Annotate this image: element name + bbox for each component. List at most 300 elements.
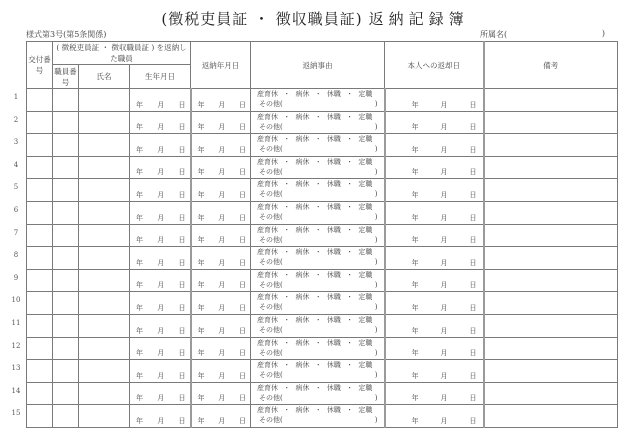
table-row	[27, 337, 618, 360]
reason-cell[interactable]	[251, 156, 385, 179]
table-row	[27, 134, 618, 157]
returned-date-field[interactable]	[386, 372, 483, 382]
affiliation-close: )	[601, 29, 605, 38]
return-date-cell[interactable]	[191, 405, 251, 428]
reason-other-open: その他(	[259, 167, 283, 176]
staff-no-cell[interactable]	[53, 111, 79, 134]
header-reason: 返納事由	[251, 42, 385, 89]
day-label: 日	[178, 349, 186, 358]
returned-date-field[interactable]	[386, 214, 483, 224]
returned-to-person-cell[interactable]	[385, 201, 484, 224]
remarks-cell[interactable]	[484, 224, 618, 247]
year-label: 年	[136, 303, 143, 312]
reason-options[interactable]: 産育休 ・ 病休 ・ 休職 ・ 定職	[257, 248, 373, 257]
month-label: 月	[218, 168, 226, 177]
year-label: 年	[411, 281, 419, 290]
reason-options[interactable]: 産育休 ・ 病休 ・ 休職 ・ 定職	[257, 157, 373, 166]
year-label: 年	[136, 100, 143, 109]
row-number: 12	[11, 341, 21, 350]
reason-cell[interactable]	[251, 247, 385, 270]
month-label: 月	[157, 258, 165, 267]
month-label: 月	[440, 416, 448, 425]
return-date-cell[interactable]	[191, 201, 251, 224]
reason-other-close: )	[374, 416, 378, 425]
reason-options[interactable]: 産育休 ・ 病休 ・ 休職 ・ 定職	[257, 135, 373, 144]
reason-cell[interactable]	[251, 382, 385, 405]
issue-no-cell[interactable]	[27, 179, 53, 202]
return-date-cell[interactable]	[191, 179, 251, 202]
day-label: 日	[239, 213, 247, 222]
row-number: 7	[13, 228, 19, 237]
day-label: 日	[178, 123, 186, 132]
reason-other-close: )	[374, 393, 378, 402]
year-label: 年	[197, 123, 205, 132]
reason-other-close: )	[374, 258, 378, 267]
reason-options[interactable]: 産育休 ・ 病休 ・ 休職 ・ 定職	[257, 180, 373, 189]
month-label: 月	[440, 326, 448, 335]
year-label: 年	[136, 168, 143, 177]
day-label: 日	[469, 326, 477, 335]
reason-other-open: その他(	[259, 145, 283, 154]
name-cell[interactable]	[79, 111, 130, 134]
returned-to-person-cell[interactable]	[385, 89, 484, 112]
day-label: 日	[178, 281, 186, 290]
returned-date-field[interactable]	[386, 146, 483, 156]
return-date-cell[interactable]	[191, 269, 251, 292]
reason-other-close: )	[374, 145, 378, 154]
day-label: 日	[178, 394, 186, 403]
name-cell[interactable]	[79, 224, 130, 247]
reason-options[interactable]: 産育休 ・ 病休 ・ 休職 ・ 定職	[257, 293, 373, 302]
reason-other-close: )	[374, 212, 378, 221]
name-cell[interactable]	[79, 314, 130, 337]
birthdate-cell[interactable]	[130, 314, 191, 337]
reason-options[interactable]: 産育休 ・ 病休 ・ 休職 ・ 定職	[257, 270, 373, 279]
staff-no-cell[interactable]	[53, 134, 79, 157]
birthdate-cell[interactable]	[130, 111, 191, 134]
reason-options[interactable]: 産育休 ・ 病休 ・ 休職 ・ 定職	[257, 225, 373, 234]
return-date-field[interactable]	[192, 146, 251, 156]
year-label: 年	[136, 349, 143, 358]
row-number: 3	[13, 138, 19, 147]
birthdate-cell[interactable]	[130, 89, 191, 112]
month-label: 月	[157, 281, 165, 290]
reason-cell[interactable]	[251, 201, 385, 224]
reason-cell[interactable]	[251, 111, 385, 134]
staff-no-cell[interactable]	[53, 156, 79, 179]
year-label: 年	[136, 213, 143, 222]
year-label: 年	[197, 236, 205, 245]
year-label: 年	[411, 303, 419, 312]
form-number: 様式第3号(第5条関係)	[26, 30, 107, 39]
staff-no-cell[interactable]	[53, 314, 79, 337]
affiliation-field[interactable]	[480, 29, 605, 40]
return-date-field[interactable]	[192, 191, 251, 201]
reason-options[interactable]: 産育休 ・ 病休 ・ 休職 ・ 定職	[257, 383, 373, 392]
remarks-cell[interactable]	[484, 405, 618, 428]
table-row	[27, 292, 618, 315]
header-returned-to-person: 本人への返却日	[385, 42, 484, 89]
return-date-field[interactable]	[192, 304, 251, 314]
month-label: 月	[440, 236, 448, 245]
remarks-cell[interactable]	[484, 179, 618, 202]
issue-no-cell[interactable]	[27, 337, 53, 360]
reason-cell[interactable]	[251, 360, 385, 383]
issue-no-cell[interactable]	[27, 247, 53, 270]
name-cell[interactable]	[79, 179, 130, 202]
header-birthdate: 生年月日	[130, 65, 191, 89]
row-number: 10	[11, 296, 21, 305]
birthdate-field[interactable]	[130, 236, 190, 246]
birthdate-cell[interactable]	[130, 337, 191, 360]
month-label: 月	[157, 416, 165, 425]
reason-cell[interactable]	[251, 337, 385, 360]
reason-cell[interactable]	[251, 269, 385, 292]
return-date-cell[interactable]	[191, 89, 251, 112]
year-label: 年	[411, 123, 419, 132]
table-row	[27, 247, 618, 270]
reason-other-close: )	[374, 100, 378, 108]
row-number: 13	[11, 364, 21, 373]
return-date-cell[interactable]	[191, 134, 251, 157]
birthdate-field[interactable]	[130, 214, 190, 224]
remarks-cell[interactable]	[484, 89, 618, 112]
birthdate-cell[interactable]	[130, 360, 191, 383]
table-row	[27, 382, 618, 405]
month-label: 月	[218, 416, 226, 425]
return-date-field[interactable]	[192, 259, 251, 269]
reason-other-close: )	[374, 235, 378, 244]
birthdate-field[interactable]	[130, 168, 190, 178]
table-row	[27, 224, 618, 247]
year-label: 年	[197, 100, 205, 109]
day-label: 日	[178, 236, 186, 245]
birthdate-cell[interactable]	[130, 405, 191, 428]
issue-no-cell[interactable]	[27, 382, 53, 405]
staff-no-cell[interactable]	[53, 247, 79, 270]
month-label: 月	[218, 258, 226, 267]
staff-no-cell[interactable]	[53, 405, 79, 428]
return-date-cell[interactable]	[191, 360, 251, 383]
table-row	[27, 405, 618, 428]
year-label: 年	[197, 190, 205, 199]
return-date-field[interactable]	[192, 168, 251, 178]
year-label: 年	[136, 236, 143, 245]
staff-no-cell[interactable]	[53, 269, 79, 292]
year-label: 年	[411, 236, 419, 245]
year-label: 年	[411, 416, 419, 425]
issue-no-cell[interactable]	[27, 201, 53, 224]
month-label: 月	[218, 236, 226, 245]
staff-no-cell[interactable]	[53, 360, 79, 383]
reason-options[interactable]: 産育休 ・ 病休 ・ 休職 ・ 定職	[257, 90, 373, 98]
issue-no-cell[interactable]	[27, 224, 53, 247]
row-number: 8	[13, 251, 19, 260]
reason-cell[interactable]	[251, 314, 385, 337]
header-staff-no: 職員番号	[54, 66, 77, 87]
reason-cell[interactable]	[251, 292, 385, 315]
reason-cell[interactable]	[251, 134, 385, 157]
year-label: 年	[197, 145, 205, 154]
remarks-cell[interactable]	[484, 201, 618, 224]
return-date-field[interactable]	[192, 394, 251, 404]
month-label: 月	[157, 123, 165, 132]
issue-no-cell[interactable]	[27, 89, 53, 112]
day-label: 日	[178, 371, 186, 380]
name-cell[interactable]	[79, 382, 130, 405]
return-date-cell[interactable]	[191, 247, 251, 270]
year-label: 年	[411, 258, 419, 267]
remarks-cell[interactable]	[484, 269, 618, 292]
staff-no-cell[interactable]	[53, 337, 79, 360]
month-label: 月	[440, 258, 448, 267]
returned-to-person-cell[interactable]	[385, 382, 484, 405]
reason-other-close: )	[374, 280, 378, 289]
day-label: 日	[469, 236, 477, 245]
returned-to-person-cell[interactable]	[385, 224, 484, 247]
name-cell[interactable]	[79, 292, 130, 315]
issue-no-cell[interactable]	[27, 111, 53, 134]
return-date-field[interactable]	[192, 281, 251, 291]
returned-to-person-cell[interactable]	[385, 360, 484, 383]
year-label: 年	[411, 145, 419, 154]
reason-options[interactable]: 産育休 ・ 病休 ・ 休職 ・ 定職	[257, 338, 373, 347]
year-label: 年	[197, 303, 205, 312]
birthdate-cell[interactable]	[130, 156, 191, 179]
returned-date-field[interactable]	[386, 191, 483, 201]
table-row	[27, 89, 618, 112]
birthdate-field[interactable]	[130, 394, 190, 404]
birthdate-cell[interactable]	[130, 201, 191, 224]
returned-date-field[interactable]	[386, 349, 483, 359]
reason-other-close: )	[374, 371, 378, 380]
month-label: 月	[440, 213, 448, 222]
name-cell[interactable]	[79, 269, 130, 292]
day-label: 日	[178, 168, 186, 177]
birthdate-cell[interactable]	[130, 179, 191, 202]
return-date-cell[interactable]	[191, 382, 251, 405]
issue-no-cell[interactable]	[27, 134, 53, 157]
table-row	[27, 156, 618, 179]
reason-options[interactable]: 産育休 ・ 病休 ・ 休職 ・ 定職	[257, 202, 373, 211]
reason-options[interactable]: 産育休 ・ 病休 ・ 休職 ・ 定職	[257, 361, 373, 370]
staff-no-cell[interactable]	[53, 201, 79, 224]
birthdate-cell[interactable]	[130, 269, 191, 292]
day-label: 日	[469, 168, 477, 177]
return-record-table	[26, 41, 618, 428]
return-date-field[interactable]	[192, 327, 251, 337]
reason-cell[interactable]	[251, 224, 385, 247]
name-cell[interactable]	[79, 360, 130, 383]
day-label: 日	[239, 258, 247, 267]
birthdate-field[interactable]	[130, 327, 190, 337]
returned-to-person-cell[interactable]	[385, 111, 484, 134]
return-date-field[interactable]	[192, 349, 251, 359]
row-number: 4	[13, 160, 19, 169]
birthdate-field[interactable]	[130, 123, 190, 133]
birthdate-field[interactable]	[130, 372, 190, 382]
remarks-cell[interactable]	[484, 292, 618, 315]
name-cell[interactable]	[79, 247, 130, 270]
reason-options[interactable]: 産育休 ・ 病休 ・ 休職 ・ 定職	[257, 315, 373, 324]
reason-options[interactable]: 産育休 ・ 病休 ・ 休職 ・ 定職	[257, 112, 373, 121]
birthdate-cell[interactable]	[130, 247, 191, 270]
returned-to-person-cell[interactable]	[385, 269, 484, 292]
returned-to-person-cell[interactable]	[385, 247, 484, 270]
returned-date-field[interactable]	[386, 236, 483, 246]
birthdate-cell[interactable]	[130, 134, 191, 157]
returned-to-person-cell[interactable]	[385, 292, 484, 315]
reason-options[interactable]: 産育休 ・ 病休 ・ 休職 ・ 定職	[257, 406, 373, 415]
year-label: 年	[136, 371, 143, 380]
reason-cell[interactable]	[251, 405, 385, 428]
returned-date-field[interactable]	[386, 327, 483, 337]
birthdate-field[interactable]	[130, 281, 190, 291]
reason-other-close: )	[374, 303, 378, 312]
returned-date-field[interactable]	[386, 259, 483, 269]
birthdate-cell[interactable]	[130, 382, 191, 405]
returned-to-person-cell[interactable]	[385, 405, 484, 428]
row-number: 15	[11, 409, 21, 418]
returned-date-field[interactable]	[386, 101, 483, 111]
staff-no-cell[interactable]	[53, 382, 79, 405]
returned-date-field[interactable]	[386, 168, 483, 178]
year-label: 年	[197, 394, 205, 403]
table-row	[27, 360, 618, 383]
staff-no-cell[interactable]	[53, 224, 79, 247]
birthdate-field[interactable]	[130, 146, 190, 156]
issue-no-cell[interactable]	[27, 269, 53, 292]
birthdate-cell[interactable]	[130, 292, 191, 315]
table-row	[27, 201, 618, 224]
month-label: 月	[440, 123, 448, 132]
day-label: 日	[469, 281, 477, 290]
reason-other-close: )	[374, 190, 378, 199]
returned-to-person-cell[interactable]	[385, 134, 484, 157]
returned-to-person-cell[interactable]	[385, 156, 484, 179]
reason-other-close: )	[374, 348, 378, 357]
remarks-cell[interactable]	[484, 382, 618, 405]
staff-no-cell[interactable]	[53, 89, 79, 112]
row-number: 1	[13, 93, 19, 101]
return-date-field[interactable]	[192, 214, 251, 224]
returned-date-field[interactable]	[386, 281, 483, 291]
reason-other-open: その他(	[259, 258, 283, 267]
return-date-field[interactable]	[192, 101, 251, 111]
remarks-cell[interactable]	[484, 314, 618, 337]
name-cell[interactable]	[79, 89, 130, 112]
birthdate-field[interactable]	[130, 304, 190, 314]
returned-date-field[interactable]	[386, 304, 483, 314]
reason-other-open: その他(	[259, 122, 283, 131]
returned-date-field[interactable]	[386, 394, 483, 404]
issue-no-cell[interactable]	[27, 292, 53, 315]
staff-no-cell[interactable]	[53, 179, 79, 202]
year-label: 年	[197, 371, 205, 380]
month-label: 月	[218, 394, 226, 403]
returned-to-person-cell[interactable]	[385, 314, 484, 337]
birthdate-field[interactable]	[130, 417, 190, 427]
day-label: 日	[178, 416, 186, 425]
return-date-cell[interactable]	[191, 111, 251, 134]
year-label: 年	[411, 394, 419, 403]
return-date-field[interactable]	[192, 123, 251, 133]
year-label: 年	[411, 213, 419, 222]
month-label: 月	[157, 326, 165, 335]
table-row	[27, 179, 618, 202]
remarks-cell[interactable]	[484, 134, 618, 157]
table-row	[27, 269, 618, 292]
reason-cell[interactable]	[251, 179, 385, 202]
name-cell[interactable]	[79, 405, 130, 428]
name-cell[interactable]	[79, 201, 130, 224]
issue-no-cell[interactable]	[27, 360, 53, 383]
header-issue-no: 交付番号	[27, 42, 53, 89]
birthdate-field[interactable]	[130, 191, 190, 201]
year-label: 年	[136, 394, 143, 403]
return-date-cell[interactable]	[191, 156, 251, 179]
day-label: 日	[178, 303, 186, 312]
returned-date-field[interactable]	[386, 123, 483, 133]
birthdate-field[interactable]	[130, 349, 190, 359]
returned-date-field[interactable]	[386, 417, 483, 427]
reason-other-open: その他(	[259, 212, 283, 221]
return-date-cell[interactable]	[191, 314, 251, 337]
day-label: 日	[239, 168, 247, 177]
day-label: 日	[178, 100, 186, 109]
issue-no-cell[interactable]	[27, 156, 53, 179]
reason-other-open: その他(	[259, 393, 283, 402]
remarks-cell[interactable]	[484, 337, 618, 360]
reason-cell[interactable]	[251, 89, 385, 112]
day-label: 日	[239, 303, 247, 312]
birthdate-field[interactable]	[130, 259, 190, 269]
month-label: 月	[440, 145, 448, 154]
remarks-cell[interactable]	[484, 156, 618, 179]
issue-no-cell[interactable]	[27, 405, 53, 428]
return-date-field[interactable]	[192, 236, 251, 246]
affiliation-label: 所属名(	[480, 30, 508, 39]
title-main: (徴税吏員証 ・ 徴収職員証)	[161, 10, 363, 28]
day-label: 日	[239, 190, 247, 199]
return-date-cell[interactable]	[191, 224, 251, 247]
returned-to-person-cell[interactable]	[385, 337, 484, 360]
remarks-cell[interactable]	[484, 360, 618, 383]
staff-no-cell[interactable]	[53, 292, 79, 315]
issue-no-cell[interactable]	[27, 314, 53, 337]
day-label: 日	[469, 100, 477, 109]
month-label: 月	[157, 100, 165, 109]
remarks-cell[interactable]	[484, 111, 618, 134]
name-cell[interactable]	[79, 337, 130, 360]
return-date-cell[interactable]	[191, 292, 251, 315]
day-label: 日	[469, 394, 477, 403]
return-date-field[interactable]	[192, 372, 251, 382]
year-label: 年	[411, 190, 419, 199]
birthdate-cell[interactable]	[130, 224, 191, 247]
name-cell[interactable]	[79, 156, 130, 179]
return-date-field[interactable]	[192, 417, 251, 427]
return-date-cell[interactable]	[191, 337, 251, 360]
birthdate-field[interactable]	[130, 101, 190, 111]
day-label: 日	[469, 190, 477, 199]
month-label: 月	[157, 303, 165, 312]
returned-to-person-cell[interactable]	[385, 179, 484, 202]
name-cell[interactable]	[79, 134, 130, 157]
reason-other-close: )	[374, 325, 378, 334]
remarks-cell[interactable]	[484, 247, 618, 270]
day-label: 日	[239, 281, 247, 290]
